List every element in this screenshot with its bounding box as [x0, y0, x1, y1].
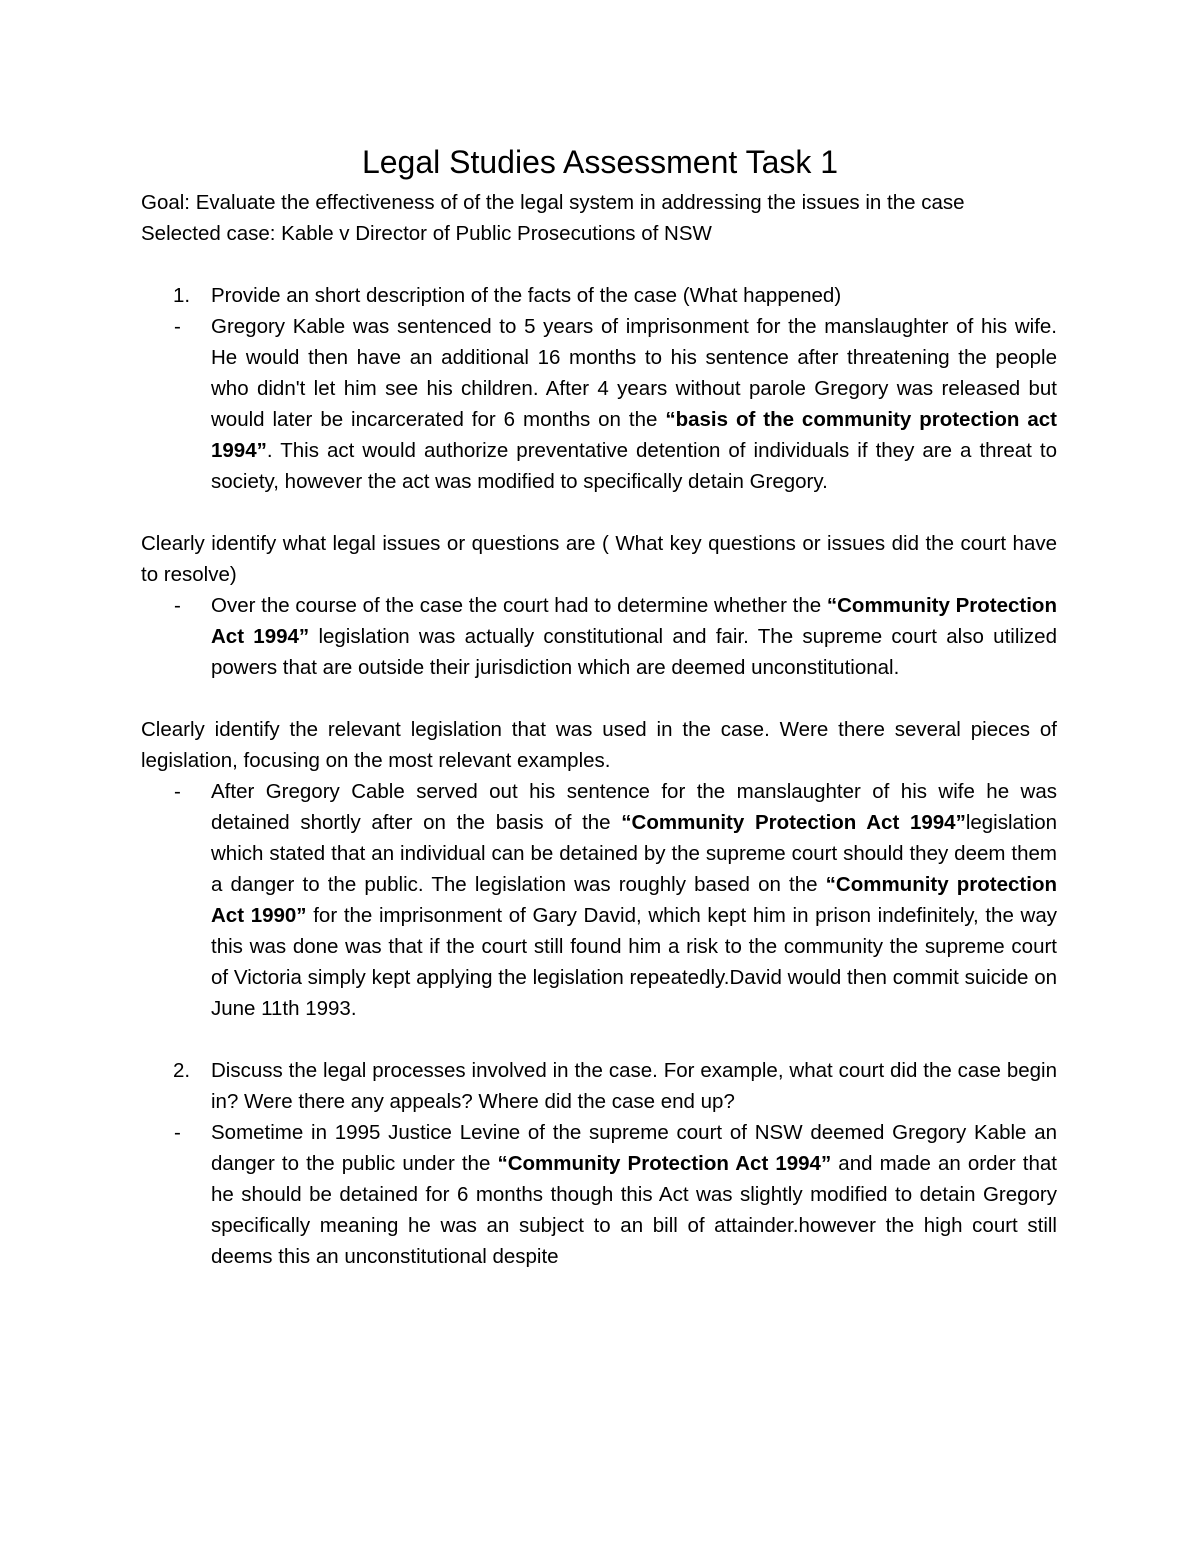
- legislation-prompt: Clearly identify the relevant legislation that was used in the case. Were there several pieces of legislation, focusing on the most relevant examples.: [141, 718, 1057, 772]
- page-title: Legal Studies Assessment Task 1: [361, 144, 839, 180]
- issues-answer-text: Over the course of the case the court had to determine whether the: [211, 594, 827, 617]
- issues-answer: [141, 590, 1057, 683]
- selected-case-paragraph: Selected case: Kable v Director of Public Prosecutions of NSW: [141, 222, 712, 245]
- answer-2: [141, 1117, 1057, 1272]
- blank-line: [141, 683, 1057, 714]
- list-dash: -: [174, 1121, 181, 1144]
- issues-answer-text-cont: legislation was actually constitutional and fair. The supreme court also utilized powers that are outside their jurisdiction which are deemed unconstitutional.: [211, 625, 1057, 679]
- blank-line: [141, 249, 1057, 280]
- issues-prompt: Clearly identify what legal issues or questions are ( What key questions or issues did the court have to resolve): [141, 532, 1057, 586]
- legislation-answer-bold-2: “Community protection Act 1990”: [211, 873, 1057, 927]
- answer-2-text: Sometime in 1995 Justice Levine of the supreme court of NSW deemed Gregory Kable an danger to the public under the: [211, 1121, 1057, 1175]
- question-1-text: Provide an short description of the facts of the case (What happened): [211, 284, 842, 307]
- answer-1: [141, 311, 1057, 497]
- blank-line: [141, 1024, 1057, 1055]
- answer-1-text: Gregory Kable was sentenced to 5 years of imprisonment for the manslaughter of his wife. He would then have an additional 16 months to his sentence after threatening the people who didn't let him see his children. After 4 years without parole Gregory was released but would later be incarcerated for 6 months on the: [211, 315, 1057, 431]
- blank-line: [141, 497, 1057, 528]
- legislation-answer-bold-1: “Community Protection Act 1994”: [621, 811, 966, 834]
- list-dash: -: [174, 315, 181, 338]
- list-dash: -: [174, 780, 181, 803]
- question-2: [141, 1055, 1057, 1117]
- answer-2-bold: “Community Protection Act 1994”: [497, 1152, 832, 1175]
- legislation-answer: [141, 776, 1057, 1024]
- legislation-answer-text: After Gregory Cable served out his sentence for the manslaughter of his wife he was detained shortly after on the basis of the: [211, 780, 1057, 834]
- legislation-answer-text-3: for the imprisonment of Gary David, which kept him in prison indefinitely, the way this was done was that if the court still found him a risk to the community the supreme court of Victoria simply kept applying the legislation repeatedly.David would then commit suicide on June 11th 1993.: [211, 904, 1057, 1020]
- question-2-text: Discuss the legal processes involved in the case. For example, what court did the case begin in? Were there any appeals? Where did the case end up?: [211, 1059, 1057, 1113]
- answer-1-text-cont: . This act would authorize preventative detention of individuals if they are a threat to society, however the act was modified to specifically detain Gregory.: [211, 439, 1057, 493]
- answer-1-bold: “basis of the community protection act 1994”: [211, 408, 1057, 462]
- goal-paragraph: Goal: Evaluate the effectiveness of of the legal system in addressing the issues in the case: [141, 191, 965, 214]
- document-body: [141, 187, 1057, 1272]
- issues-answer-bold: “Community Protection Act 1994”: [211, 594, 1057, 648]
- list-number: 2.: [173, 1059, 191, 1082]
- question-1: [141, 280, 1057, 311]
- answer-2-text-cont: and made an order that he should be detained for 6 months though this Act was slightly modified to detain Gregory specifically meaning he was an subject to an bill of attainder.however the high court still deems this an unconstitutional despite: [211, 1152, 1057, 1268]
- list-dash: -: [174, 594, 181, 617]
- list-number: 1.: [173, 284, 191, 307]
- legislation-answer-text-2: legislation which stated that an individual can be detained by the supreme court should they deem them a danger to the public. The legislation was roughly based on the: [211, 811, 1057, 896]
